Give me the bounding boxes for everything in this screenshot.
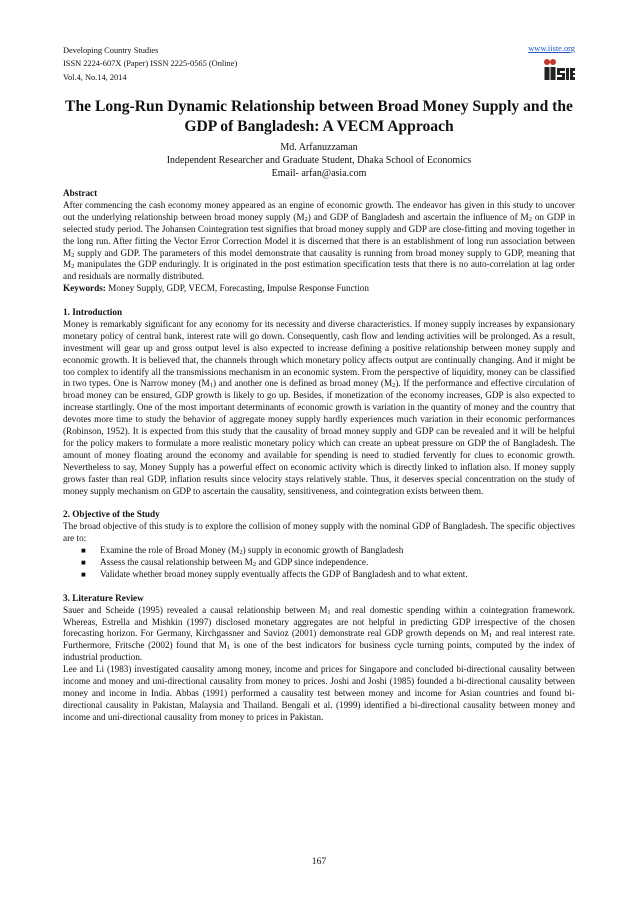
author-affiliation: Independent Researcher and Graduate Student, Dhaka School of Economics: [166, 155, 472, 166]
issn-line: ISSN 2224-607X (Paper) ISSN 2225-0565 (Online): [63, 59, 238, 69]
page-number: 167: [311, 856, 327, 867]
journal-name: Developing Country Studies: [63, 46, 159, 55]
bullet-square-icon: ■: [81, 558, 86, 568]
bullet-square-icon: ■: [81, 569, 86, 579]
list-item: ■ Validate whether broad money supply eventually affects the GDP of Bangladesh and to what extent.: [81, 568, 468, 579]
objective-paragraph: The broad objective of this study is to explore the collision of money supply with the nominal GDP of Bangladesh. The specific objectives are to:: [63, 521, 575, 544]
abstract-heading: Abstract: [63, 188, 98, 198]
objective-list: [63, 545, 575, 581]
literature-heading: 3. Literature Review: [63, 592, 144, 603]
abstract-paragraph: After commencing the cash economy money appeared as an engine of economic growth. The endeavor has given in this study to uncover out the underlying relationship between broad money supply $(M_2)$ and GDP of Bangladesh and ascertain the influence of $M_2$ on GDP in selected study period. The Johansen Cointegration test signifies that broad money supply and GDP are close-fitting and moving together in the long run. After fitting the Vector Error Correction Model it is discerned that there is an establishment of long run association between $M_2$ supply and GDP. The parameters of this model demonstrate that causality is running from broad money supply to GDP, meaning that $M_2$ manipulates the GDP enduringly. It is originated in the post estimation specification tests that there is no auto-correlation at lag order and residuals are normally distributed.: [63, 199, 575, 282]
author-email: Email- arfan@asia.com: [271, 168, 367, 179]
literature-paragraph-2: Lee and Li (1983) investigated causality among money, income and prices for Singapore and concluded bi-directional causality between income and money and uni-directional causality from money to prices. Joshi and Joshi (1985) founded a bi-directional causality between money and income in India. Abbas (1991) performed a causality test between money and income for Asian countries and found bi-directional causality in Pakistan, Malaysia and Thailand. Bengali et al. (1999) identified a bi-directional causality between money and income and uni-directional causality from money to prices in Pakistan.: [63, 664, 575, 722]
author-block: [63, 141, 575, 180]
introduction-heading: 1. Introduction: [63, 307, 123, 318]
literature-paragraph-1: Sauer and Scheide (1995) revealed a causal relationship between $M_1$ and real domestic spending within a cointegration framework. Whereas, Estrella and Mishkin (1997) disclosed monetary aggregates are not helpful in predicting GDP irrespective of the chosen forecasting horizon. For Germany, Kirchgassner and Savioz (2001) demonstrate real GDP growth depends on $M_1$ and real interest rate. Furthermore, Fritsche (2002) found that $M_1$ is one of the best indicators for business cycle turning points, computed by the index of industrial production.: [63, 604, 575, 663]
bullet-square-icon: ■: [81, 546, 86, 556]
introduction-paragraph: Money is remarkably significant for any economy for its necessity and diverse characteristics. If money supply increases by expansionary monetary policy of central bank, interest rate will go down. Consequently, cash flow and lending activities will be prolonged. As a result, investment will gear up and gross output level is also expected to increase defining a positive relationship between money supply and economic growth. It is believed that, the channels through which monetary policy affects output are continually changing. And it might be too complex to identify all the transmissions mechanism in an economic system. From the perspective of liquidity, money can be classified in two types. One is Narrow money $(M_1)$ and another one is defined as broad money $(M_2)$. If the performance and effective circulation of broad money can be ensured, GDP growth is likely to go up. Besides, if monetization of the economy increases, GDP is also expected to increase startlingly. One of the most important determinants of economic growth is variation in the quantity of money and the country that devotes more time to study the behavior of aggregate money supply hardly experiences much variation in their economic performances (Robinson, 1952). It is expected from this study that the causality of broad money supply and GDP can be revealed and it will be helpful for the policy makers to formulate a more realistic monetary policy which can create an upbeat pressure on GDP the of Bangladesh. The amount of money floating around the economy and available for spending is need to studied fervently for clues to economic growth. Nevertheless to say, Money Supply has a powerful effect on economic activity which is directly linked to inflation also. If money supply grows faster than real GDP, inflation results since velocity stays relatively stable. Thus, it deserves special concentration on the study of money supply mechanism on GDP to ascertain the causality, sensitiveness, and cointegration exists between them.: [63, 318, 575, 496]
paper-title: The Long-Run Dynamic Relationship between Broad Money Supply and the GDP of Bangladesh: A VECM Approach: [65, 98, 573, 135]
objective-heading: 2. Objective of the Study: [63, 509, 160, 520]
author-name: Md. Arfanuzzaman: [280, 142, 358, 153]
journal-url-link[interactable]: www.iiste.org: [528, 44, 575, 53]
keywords-line: Keywords: Money Supply, GDP, VECM, Forecasting, Impulse Response Function: [63, 283, 369, 294]
iiste-logo: [540, 58, 575, 82]
list-item: ■ Examine the role of Broad Money $(M_2)$ supply in economic growth of Bangladesh: [81, 545, 404, 557]
volume-line: Vol.4, No.14, 2014: [63, 72, 127, 82]
list-item: ■ Assess the causal relationship between $M_2$ and GDP since independence.: [81, 557, 369, 569]
running-header: [63, 44, 237, 84]
paper-body: [63, 188, 575, 724]
